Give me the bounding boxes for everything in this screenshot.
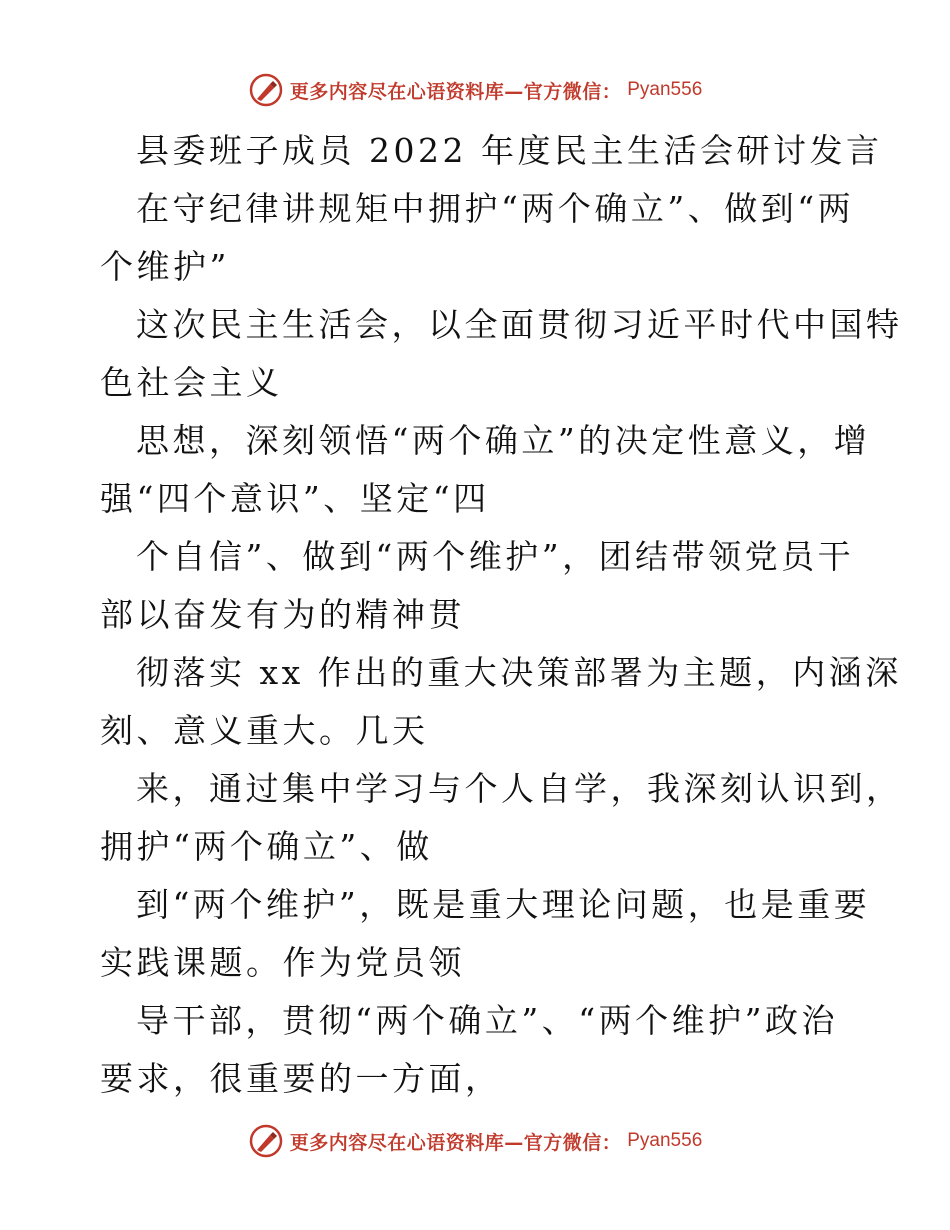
text-line: 部以奋发有为的精神贯 xyxy=(100,595,465,634)
document-body xyxy=(100,122,903,1108)
text-line: 到“两个维护”，既是重大理论问题，也是重要 xyxy=(136,885,871,924)
text-line: 来，通过集中学习与个人自学，我深刻认识到， xyxy=(136,769,903,808)
text-line: 在守纪律讲规矩中拥护“两个确立”、做到“两 xyxy=(136,189,855,228)
text-line: 个自信”、做到“两个维护”，团结带领党员干 xyxy=(136,537,855,576)
pen-logo-icon xyxy=(248,1123,284,1159)
text-line: 彻落实 xx 作出的重大决策部署为主题，内涵深 xyxy=(136,653,902,692)
watermark-text: 更多内容尽在心语资料库—官方微信： xyxy=(289,80,622,103)
text-line: 强“四个意识”、坚定“四 xyxy=(100,479,490,518)
watermark-text: 更多内容尽在心语资料库—官方微信： xyxy=(289,1131,622,1154)
text-line: 拥护“两个确立”、做 xyxy=(100,827,433,866)
text-line: 实践课题。作为党员领 xyxy=(100,943,465,982)
pen-logo-icon xyxy=(248,72,284,108)
watermark-wechat-id: Pyan556 xyxy=(627,79,703,100)
text-line: 个维护” xyxy=(100,247,230,286)
text-line: 要求，很重要的一方面， xyxy=(100,1059,502,1098)
text-line: 县委班子成员 2022 年度民主生活会研讨发言 xyxy=(136,131,883,170)
text-line: 思想，深刻领悟“两个确立”的决定性意义，增 xyxy=(136,421,871,460)
text-line: 导干部，贯彻“两个确立”、“两个维护”政治 xyxy=(136,1001,838,1040)
text-line: 色社会主义 xyxy=(100,363,283,402)
text-line: 这次民主生活会，以全面贯彻习近平时代中国特 xyxy=(136,305,903,344)
text-line: 刻、意义重大。几天 xyxy=(100,711,429,750)
watermark-banner-bottom xyxy=(0,1121,950,1161)
watermark-wechat-id: Pyan556 xyxy=(627,1130,703,1151)
watermark-banner-top xyxy=(0,70,950,110)
